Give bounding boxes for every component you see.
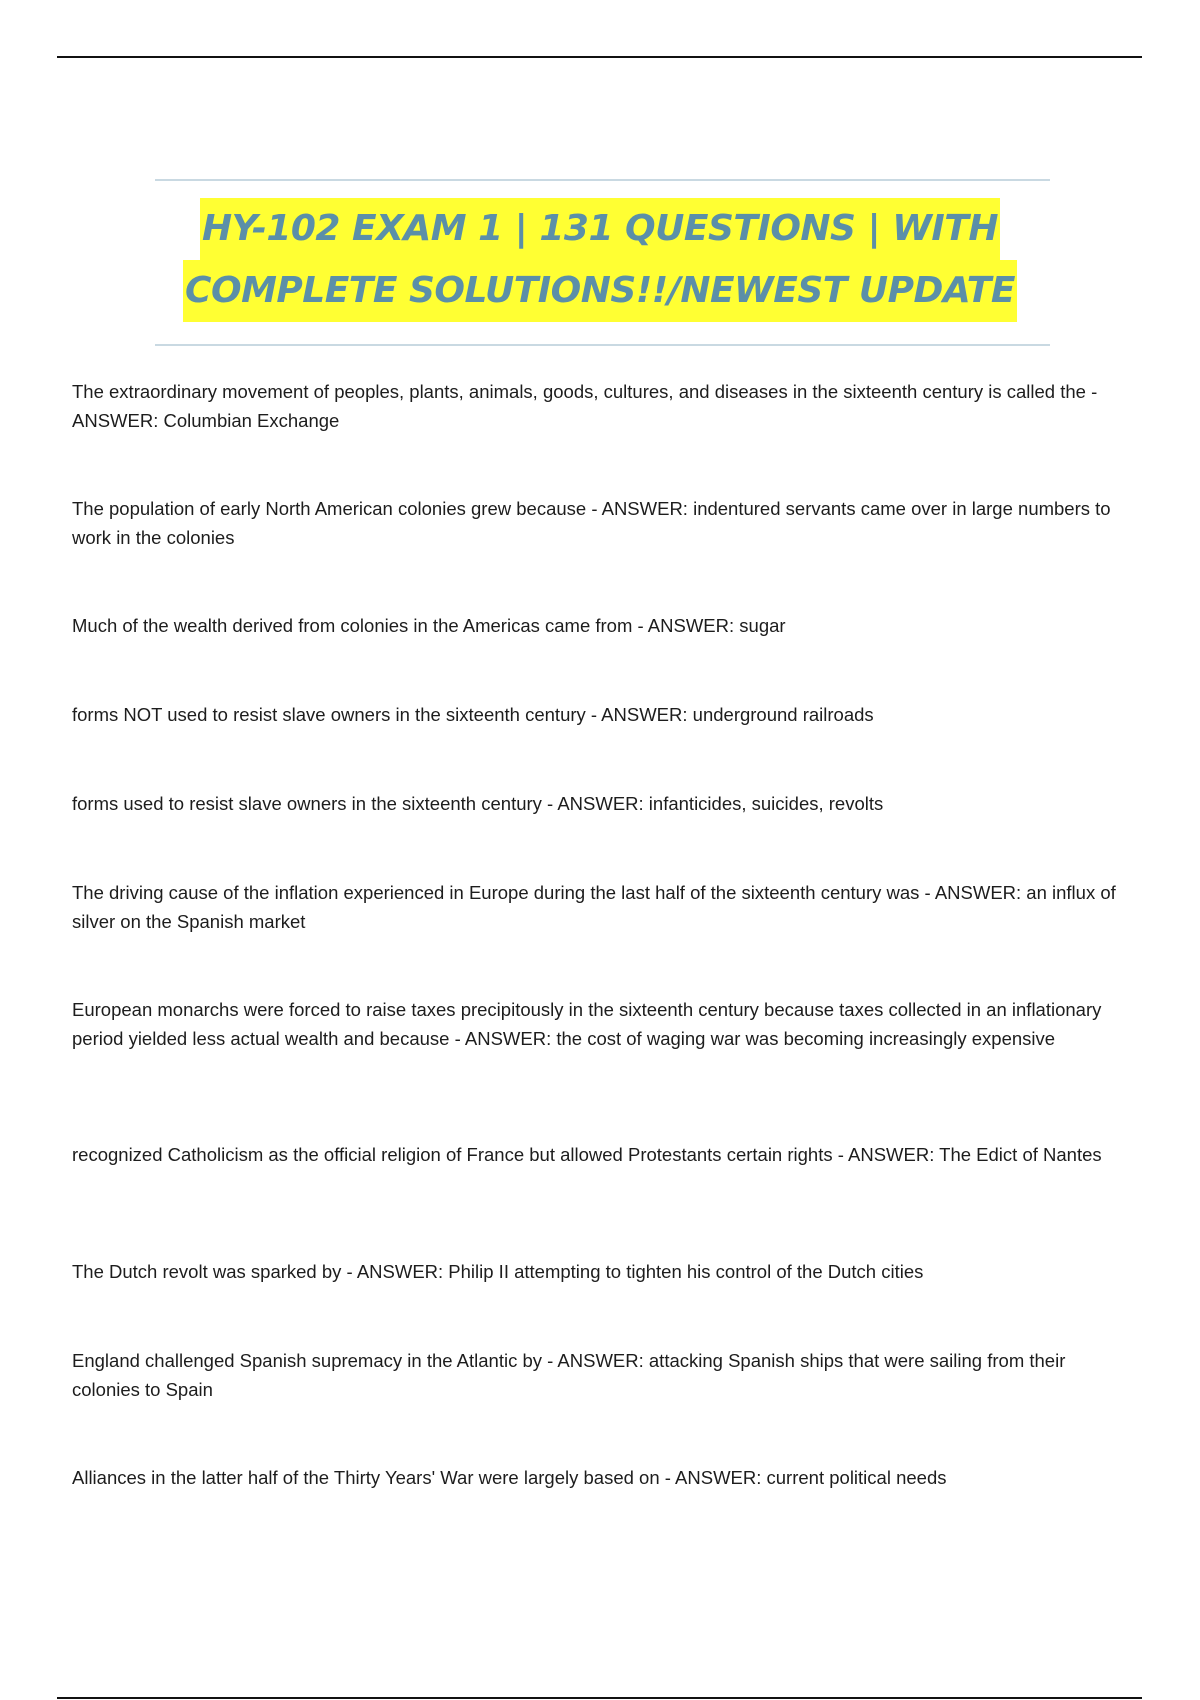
qa-item: forms used to resist slave owners in the sixteenth century - ANSWER: infanticides, suicides, revolts (72, 793, 884, 814)
qa-item: The Dutch revolt was sparked by - ANSWER: Philip II attempting to tighten his control of the Dutch cities (72, 1261, 924, 1282)
qa-item: Much of the wealth derived from colonies in the Americas came from - ANSWER: sugar (72, 615, 786, 636)
qa-item: England challenged Spanish supremacy in the Atlantic by - ANSWER: attacking Spanish ships that were sailing from their colonies to Spain (72, 1350, 1066, 1400)
qa-item: The extraordinary movement of peoples, plants, animals, goods, cultures, and diseases in the sixteenth century is called the - ANSWER: Columbian Exchange (72, 381, 1098, 431)
page-bottom-rule (57, 1697, 1142, 1699)
document-title (100, 198, 1100, 322)
title-line-2: COMPLETE SOLUTIONS!!/NEWEST UPDATE (183, 260, 1017, 322)
title-bottom-rule (155, 344, 1050, 346)
qa-item: The driving cause of the inflation experienced in Europe during the last half of the sixteenth century was - ANSWER: an influx of silver on the Spanish market (72, 882, 1116, 932)
qa-item: The population of early North American colonies grew because - ANSWER: indentured servants came over in large numbers to work in the colonies (72, 498, 1111, 548)
qa-item: forms NOT used to resist slave owners in the sixteenth century - ANSWER: underground railroads (72, 704, 874, 725)
question-answer-list (72, 378, 1132, 1524)
qa-item: Alliances in the latter half of the Thirty Years' War were largely based on - ANSWER: current political needs (72, 1467, 947, 1488)
qa-item: recognized Catholicism as the official religion of France but allowed Protestants certain rights - ANSWER: The Edict of Nantes (72, 1144, 1102, 1165)
page-top-rule (57, 56, 1142, 58)
title-line-1: HY-102 EXAM 1 | 131 QUESTIONS | WITH (200, 198, 1000, 260)
qa-item: European monarchs were forced to raise taxes precipitously in the sixteenth century because taxes collected in an inflationary period yielded less actual wealth and because - ANSWER: the cost of waging war was becoming increasingly expensive (72, 999, 1102, 1049)
title-top-rule (155, 179, 1050, 181)
